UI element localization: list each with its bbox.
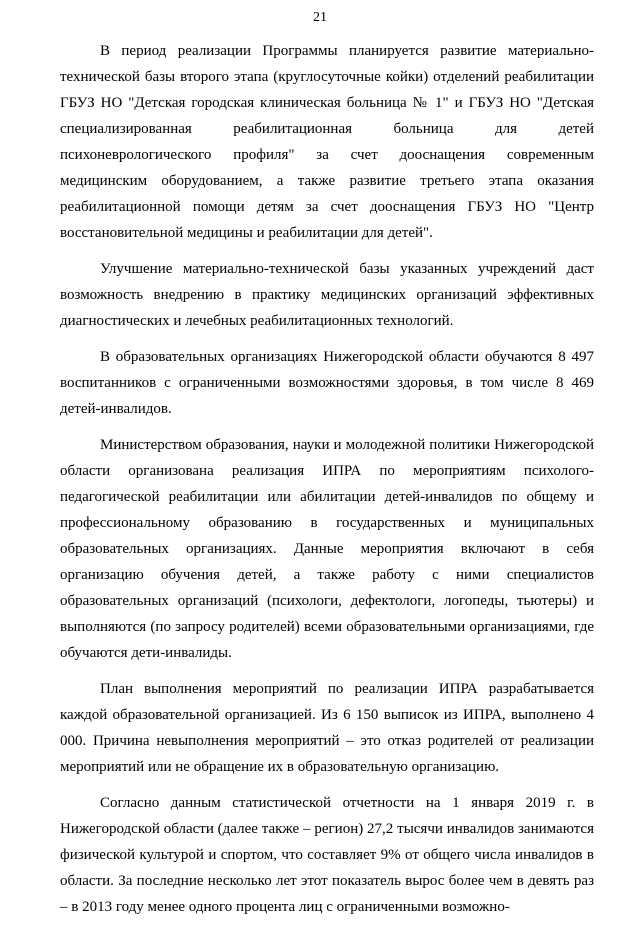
page-number: 21 (313, 10, 327, 25)
paragraph-rehab-development: В период реализации Программы планируется развитие материально-технической базы второго этапа (круглосуточные койки) отделений реабилитации ГБУЗ НО "Детская городская клиническая больница № 1" и ГБУЗ НО "Детская специализированная реабилитационная больница для детей психоневрологического профиля" за счет дооснащения современным медицинским оборудованием, а также развитие третьего этапа оказания реабилитационной помощи детям за счет дооснащения ГБУЗ НО "Центр восстановительной медицины и реабилитации для детей". (60, 43, 594, 241)
paragraph-material-improvement: Улучшение материально-технической базы указанных учреждений даст возможность внедрению в практику медицинских организаций эффективных диагностических и лечебных реабилитационных технологий. (60, 261, 594, 329)
paragraph-statistics: Согласно данным статистической отчетности на 1 января 2019 г. в Нижегородской области (далее также – регион) 27,2 тысячи инвалидов занимаются физической культурой и спортом, что составляет 9% от общего числа инвалидов в области. За последние несколько лет этот показатель вырос более чем в девять раз – в 2013 году менее одного процента лиц с ограниченными возможно- (60, 795, 594, 915)
document-body (60, 38, 594, 930)
paragraph-students-count: В образовательных организациях Нижегородской области обучаются 8 497 воспитанников с ограниченными возможностями здоровья, в том числе 8 469 детей-инвалидов. (60, 349, 594, 417)
paragraph-ipra-plan: План выполнения мероприятий по реализации ИПРА разрабатывается каждой образовательной организацией. Из 6 150 выписок из ИПРА, выполнено 4 000. Причина невыполнения мероприятий – это отказ родителей от реализации мероприятий или не обращение их в образовательную организацию. (60, 681, 594, 775)
paragraph-ministry-ipra: Министерством образования, науки и молодежной политики Нижегородской области организована реализация ИПРА по мероприятиям психолого-педагогической реабилитации или абилитации детей-инвалидов по общему и профессиональному образованию в государственных и муниципальных образовательных организациях. Данные мероприятия включают в себя организацию обучения детей, а также работу с ними специалистов образовательных организаций (психологи, дефектологи, логопеды, тьютеры) и выполняются (по запросу родителей) всеми образовательными организациями, где обучаются дети-инвалиды. (60, 437, 594, 661)
